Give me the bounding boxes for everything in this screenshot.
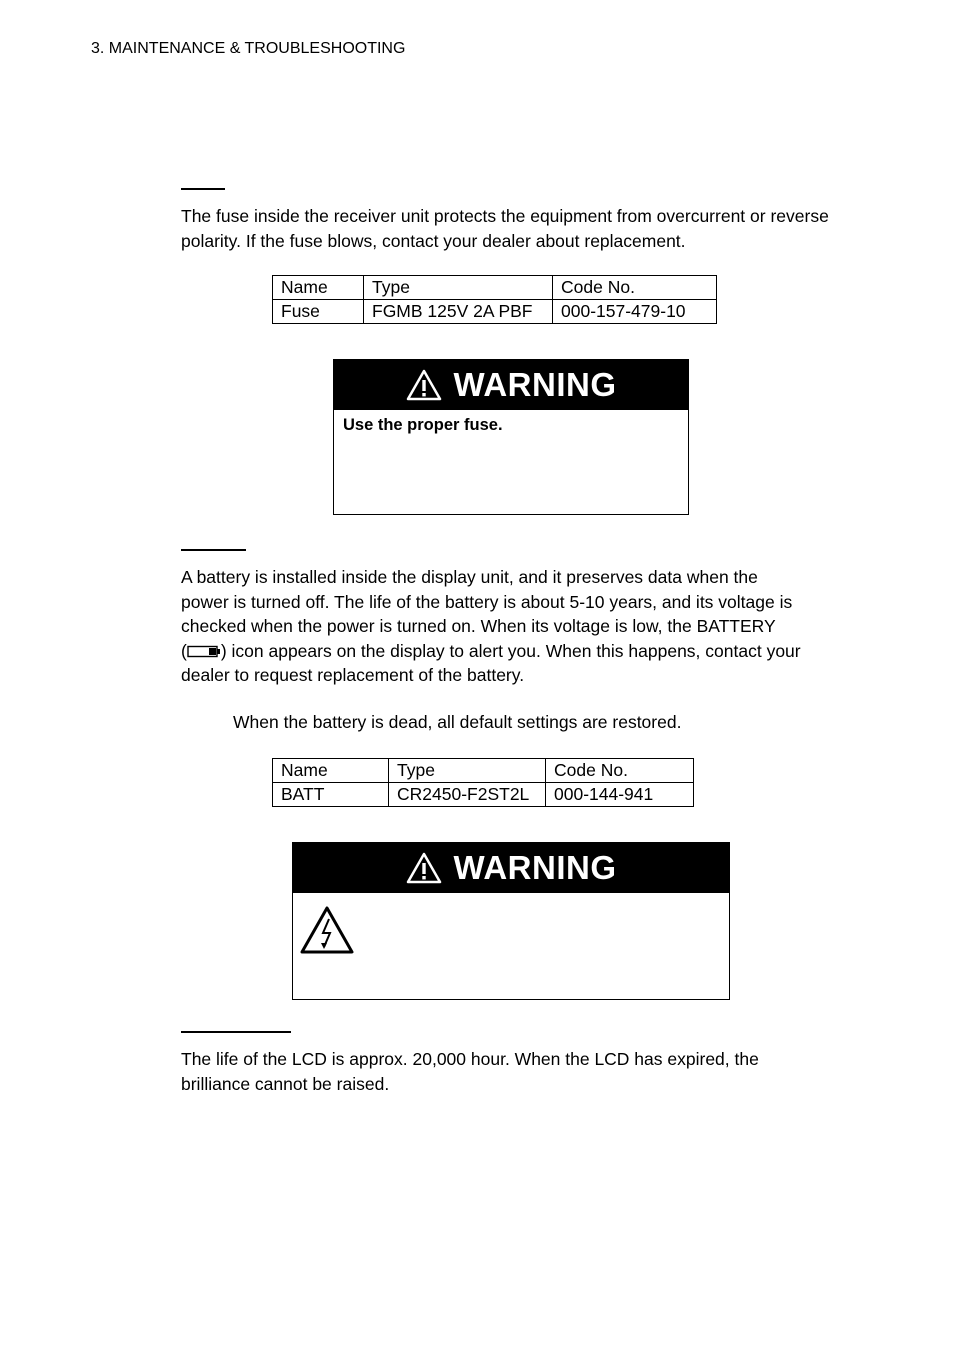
battery-line: checked when the power is turned on. When its voltage is low, the BATTERY: [181, 616, 776, 636]
section-rule-lcd: [181, 1031, 291, 1033]
table-header-cell: Type: [389, 759, 546, 783]
table-cell: BATT: [273, 783, 389, 807]
table-cell: 000-157-479-10: [553, 300, 717, 324]
battery-paragraph: [181, 565, 861, 688]
battery-line: dealer to request replacement of the battery.: [181, 665, 525, 685]
table-header-row: [273, 276, 717, 300]
fuse-warning-box: [333, 359, 689, 515]
warning-title: WARNING: [453, 366, 617, 403]
battery-warning-box: [292, 842, 730, 1000]
fuse-table: [272, 275, 717, 324]
battery-icon: [187, 645, 221, 658]
section-rule-fuse: [181, 188, 225, 190]
warning-header: [334, 360, 688, 410]
battery-table: [272, 758, 694, 807]
section-rule-battery: [181, 549, 246, 551]
lcd-paragraph: The life of the LCD is approx. 20,000 hour. When the LCD has expired, the brilliance cannot be raised.: [181, 1049, 759, 1094]
table-cell: Fuse: [273, 300, 364, 324]
battery-note: When the battery is dead, all default settings are restored.: [233, 712, 682, 732]
battery-line: ( ) icon appears on the display to alert you. When this happens, contact your: [181, 640, 801, 661]
table-cell: 000-144-941: [546, 783, 694, 807]
table-header-cell: Name: [273, 276, 364, 300]
battery-line: power is turned off. The life of the battery is about 5-10 years, and its voltage is: [181, 591, 793, 612]
table-row: [273, 783, 694, 807]
table-header-cell: Code No.: [553, 276, 717, 300]
table-cell: CR2450-F2ST2L: [389, 783, 546, 807]
warning-body: Use the proper fuse.: [343, 416, 503, 434]
table-header-cell: Type: [364, 276, 553, 300]
warning-title: WARNING: [453, 849, 617, 886]
electric-shock-icon: [299, 905, 355, 955]
warning-triangle-icon: [406, 852, 442, 884]
fuse-paragraph: The fuse inside the receiver unit protects the equipment from overcurrent or reverse polarity. If the fuse blows, contact your dealer about replacement.: [181, 206, 829, 251]
page-header: 3. MAINTENANCE & TROUBLESHOOTING: [91, 40, 406, 57]
table-header-row: [273, 759, 694, 783]
table-cell: FGMB 125V 2A PBF: [364, 300, 553, 324]
table-header-cell: Code No.: [546, 759, 694, 783]
battery-line: A battery is installed inside the display unit, and it preserves data when the: [181, 567, 758, 587]
warning-triangle-icon: [406, 369, 442, 401]
warning-header: [293, 843, 729, 893]
table-row: [273, 300, 717, 324]
table-header-cell: Name: [273, 759, 389, 783]
